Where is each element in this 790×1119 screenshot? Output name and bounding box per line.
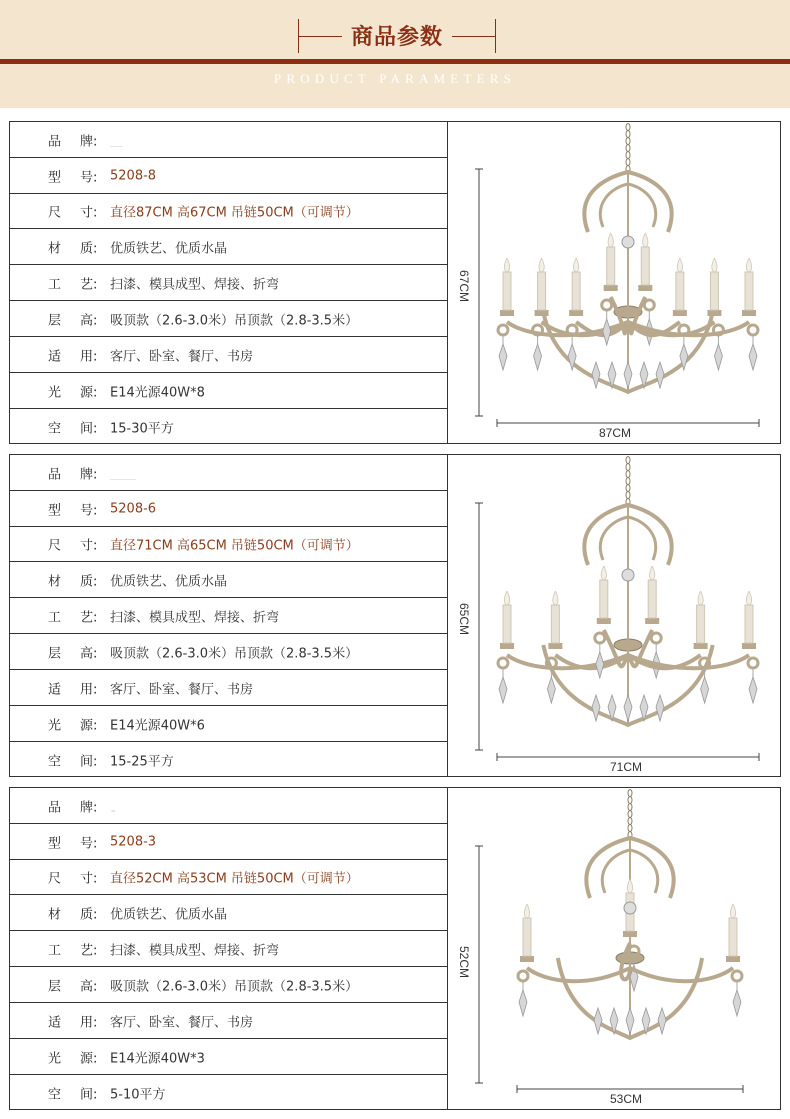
spec-key-char1: 空 [48, 754, 62, 770]
spec-key-char2: 寸: [80, 205, 98, 221]
spec-key-char2: 用: [80, 349, 98, 364]
spec-row [10, 194, 448, 229]
spec-row [10, 301, 448, 337]
spec-key-char1: 材 [48, 241, 62, 256]
spec-row [10, 265, 448, 301]
spec-value: ＿＿ [110, 467, 137, 482]
header-banner [0, 0, 790, 108]
spec-value: 客厅、卧室、餐厅、书房 [110, 349, 254, 364]
spec-value: E14光源40W*3 [110, 1051, 205, 1066]
spec-key-char2: 艺: [80, 610, 98, 625]
page-title: 商品参数 [350, 25, 443, 50]
spec-table [10, 122, 448, 443]
spec-value: 直径52CM 高53CM 吊链50CM（可调节） [110, 871, 359, 887]
spec-row [10, 562, 448, 598]
spec-row [10, 1003, 448, 1039]
spec-key-char2: 质: [80, 574, 98, 589]
spec-value: 直径87CM 高67CM 吊链50CM（可调节） [110, 205, 359, 221]
spec-key-char1: 空 [48, 1087, 62, 1103]
product-image [449, 788, 781, 1109]
product-spec-block [9, 787, 781, 1110]
spec-row [10, 598, 448, 634]
spec-row [10, 1075, 448, 1111]
spec-value: 扫漆、模具成型、焊接、折弯 [110, 610, 280, 625]
spec-row [10, 158, 448, 194]
spec-key-char2: 间: [80, 421, 98, 437]
spec-key-char1: 空 [48, 421, 62, 437]
spec-value: 吸顶款（2.6-3.0米）吊顶款（2.8-3.5米） [110, 646, 359, 661]
spec-key-char2: 高: [80, 979, 98, 994]
spec-value: 15-30平方 [110, 421, 174, 437]
spec-key-char1: 尺 [48, 538, 62, 554]
spec-key-char1: 光 [48, 385, 62, 400]
spec-key-char1: 工 [48, 610, 62, 625]
spec-key-char2: 号: [80, 503, 98, 518]
spec-key-char1: 适 [48, 1015, 62, 1030]
height-label: 52CM [457, 946, 471, 979]
spec-value: 客厅、卧室、餐厅、书房 [110, 682, 254, 697]
spec-key-char2: 号: [80, 836, 98, 851]
spec-value: ˍ [110, 798, 117, 813]
spec-key-char2: 质: [80, 241, 98, 256]
spec-value: 扫漆、模具成型、焊接、折弯 [110, 943, 280, 958]
spec-key-char1: 光 [48, 718, 62, 733]
spec-key-char1: 型 [48, 836, 62, 851]
spec-row [10, 527, 448, 562]
spec-value: 15-25平方 [110, 754, 174, 770]
spec-key-char1: 层 [48, 646, 62, 661]
spec-row [10, 860, 448, 895]
spec-key-char1: 适 [48, 682, 62, 697]
spec-key-char2: 源: [80, 385, 98, 400]
width-label: 87CM [599, 426, 632, 440]
spec-value: 直径71CM 高65CM 吊链50CM（可调节） [110, 538, 359, 554]
spec-row [10, 670, 448, 706]
spec-key-char2: 用: [80, 1015, 98, 1030]
chandelier-icon [449, 122, 781, 445]
width-label: 71CM [610, 760, 643, 774]
product-spec-block [9, 121, 781, 444]
spec-key-char1: 适 [48, 349, 62, 364]
spec-key-char2: 源: [80, 1051, 98, 1066]
spec-key-char1: 工 [48, 277, 62, 292]
product-image [449, 122, 781, 443]
spec-row [10, 742, 448, 778]
spec-row [10, 337, 448, 373]
spec-key-char2: 牌: [80, 134, 98, 149]
spec-value: 优质铁艺、优质水晶 [110, 241, 228, 256]
spec-row [10, 373, 448, 409]
spec-value: 客厅、卧室、餐厅、书房 [110, 1015, 254, 1030]
spec-key-char1: 品 [48, 467, 62, 482]
spec-key-char1: 层 [48, 979, 62, 994]
spec-row [10, 1039, 448, 1075]
chandelier-drawing [518, 790, 742, 1039]
spec-key-char1: 材 [48, 574, 62, 589]
spec-row [10, 634, 448, 670]
spec-key-char2: 间: [80, 1087, 98, 1103]
spec-key-char1: 型 [48, 170, 62, 185]
spec-row [10, 706, 448, 742]
spec-key-char1: 材 [48, 907, 62, 922]
spec-value: 吸顶款（2.6-3.0米）吊顶款（2.8-3.5米） [110, 979, 359, 994]
spec-value: 优质铁艺、优质水晶 [110, 907, 228, 922]
height-label: 67CM [457, 270, 471, 303]
spec-key-char2: 寸: [80, 538, 98, 554]
spec-key-char2: 艺: [80, 277, 98, 292]
spec-key-char1: 光 [48, 1051, 62, 1066]
spec-table [10, 788, 448, 1109]
spec-value: 优质铁艺、优质水晶 [110, 574, 228, 589]
chandelier-drawing [498, 457, 758, 726]
spec-key-char2: 源: [80, 718, 98, 733]
spec-key-char2: 间: [80, 754, 98, 770]
spec-value: ＿ [110, 134, 124, 149]
spec-row [10, 824, 448, 860]
spec-row [10, 931, 448, 967]
spec-key-char1: 品 [48, 800, 62, 815]
spec-key-char2: 高: [80, 646, 98, 661]
spec-row [10, 409, 448, 445]
spec-key-char2: 寸: [80, 871, 98, 887]
chandelier-icon [449, 455, 781, 778]
page-subtitle: PRODUCT PARAMETERS [273, 71, 517, 86]
height-label: 65CM [457, 603, 471, 636]
spec-key-char2: 牌: [80, 800, 98, 815]
spec-value: 5208-3 [110, 834, 157, 849]
spec-key-char1: 型 [48, 503, 62, 518]
spec-value: 5208-8 [110, 168, 157, 183]
chandelier-icon [449, 788, 781, 1111]
spec-value: E14光源40W*8 [110, 385, 205, 400]
spec-row [10, 491, 448, 527]
spec-key-char1: 尺 [48, 205, 62, 221]
header-stripe [0, 59, 790, 64]
spec-row [10, 788, 448, 824]
spec-key-char1: 品 [48, 134, 62, 149]
spec-key-char2: 号: [80, 170, 98, 185]
spec-value: 扫漆、模具成型、焊接、折弯 [110, 277, 280, 292]
product-spec-block [9, 454, 781, 777]
spec-key-char2: 牌: [80, 467, 98, 482]
spec-row [10, 455, 448, 491]
spec-table [10, 455, 448, 776]
spec-value: E14光源40W*6 [110, 718, 205, 733]
spec-key-char2: 用: [80, 682, 98, 697]
title-frame [298, 17, 496, 53]
spec-value: 5208-6 [110, 501, 157, 516]
spec-row [10, 895, 448, 931]
product-image [449, 455, 781, 776]
spec-key-char2: 质: [80, 907, 98, 922]
spec-row [10, 229, 448, 265]
chandelier-drawing [498, 124, 758, 393]
spec-row [10, 122, 448, 158]
spec-key-char1: 工 [48, 943, 62, 958]
width-label: 53CM [610, 1092, 643, 1106]
spec-key-char2: 艺: [80, 943, 98, 958]
spec-key-char1: 层 [48, 313, 62, 328]
spec-key-char1: 尺 [48, 871, 62, 887]
spec-row [10, 967, 448, 1003]
spec-key-char2: 高: [80, 313, 98, 328]
spec-value: 5-10平方 [110, 1087, 166, 1103]
spec-value: 吸顶款（2.6-3.0米）吊顶款（2.8-3.5米） [110, 313, 359, 328]
